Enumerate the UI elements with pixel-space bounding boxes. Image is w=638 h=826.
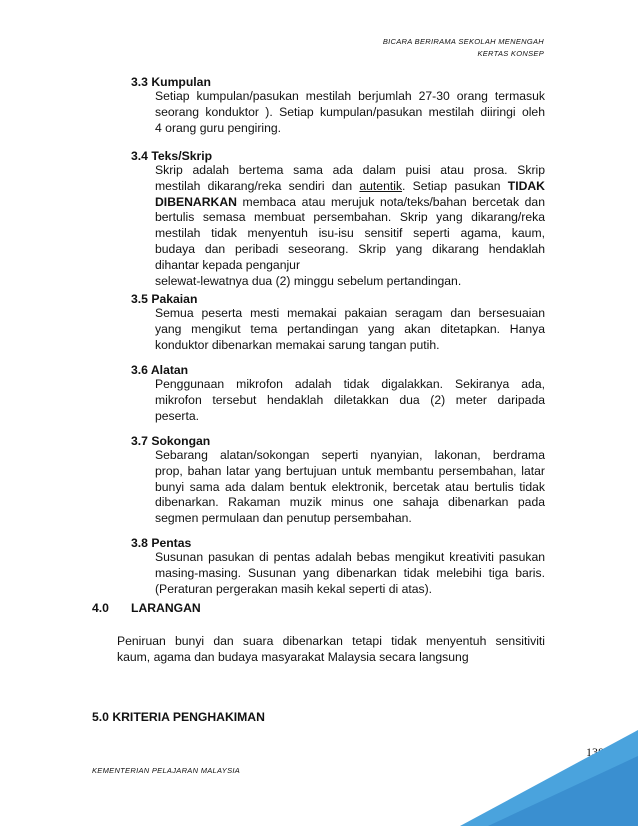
section-3-7-body (155, 448, 545, 527)
running-header (383, 36, 544, 60)
section-3-7-heading: 3.7 Sokongan (131, 434, 211, 448)
section-3-3-line: seorang konduktor ). Setiap kumpulan/pasukan mestilah diiringi oleh (155, 104, 545, 119)
section-3-4-line: budaya dan peribadi seseorang. Skrip yang dikarang hendaklah (155, 241, 545, 256)
section-3-6-line: mikrofon tersebut hendaklah diletakkan dua (2) meter daripada (155, 392, 545, 407)
section-4-0-number: 4.0 (92, 601, 109, 615)
section-3-5-body (155, 306, 545, 353)
section-4-0-line: Peniruan bunyi dan suara dibenarkan tetapi tidak menyentuh sensitiviti (117, 634, 545, 648)
header-subtitle: KERTAS KONSEP (477, 49, 544, 58)
text-run: . Setiap pasukan (402, 178, 508, 193)
bold-word: DIBENARKAN (155, 194, 237, 209)
section-3-5-line: Semua peserta mesti memakai pakaian seragam dan bersesuaian (155, 306, 545, 320)
section-3-7-line: dibenarkan. Rakaman muzik minus one sahaja dibenarkan pada (155, 495, 545, 510)
section-3-4-line (155, 179, 545, 195)
section-3-4-line: selewat-lewatnya dua (2) minggu sebelum pertandingan. (155, 273, 462, 288)
section-4-0-title: LARANGAN (131, 601, 201, 615)
section-3-6-line: Penggunaan mikrofon adalah tidak digalakkan. Sekiranya ada, (155, 377, 545, 391)
section-4-0-line: kaum, agama dan budaya masyarakat Malaysia secara langsung (117, 649, 469, 664)
section-3-6-line: peserta. (155, 408, 200, 423)
section-3-3-line: Setiap kumpulan/pasukan mestilah berjumlah 27-30 orang termasuk (155, 89, 545, 103)
section-3-8-heading: 3.8 Pentas (131, 536, 192, 550)
section-3-4-line (155, 195, 545, 211)
section-3-8-line: masing-masing. Susunan yang dibenarkan tidak melebihi tiga baris. (155, 565, 545, 580)
section-3-7-line: Sebarang alatan/sokongan seperti nyanyian, lakonan, berdrama (155, 448, 545, 462)
section-3-3-body (155, 89, 545, 136)
section-3-8-line: (Peraturan pergerakan masih kekal seperti di atas). (155, 581, 433, 596)
footer-text: KEMENTERIAN PELAJARAN MALAYSIA (92, 766, 241, 775)
section-3-8-line: Susunan pasukan di pentas adalah bebas mengikut kreativiti pasukan (155, 550, 545, 564)
section-3-5-line: konduktor dibenarkan memakai sarung tangan putih. (155, 337, 440, 352)
section-3-4-line: mestilah tidak menyentuh isu-isu sensitif seperti agama, kaum, (155, 226, 545, 241)
section-3-4-line: Skrip adalah bertema sama ada dalam puisi atau prosa. Skrip (155, 163, 545, 177)
section-3-7-line: prop, bahan latar yang bertujuan untuk membantu persembahan, latar (155, 463, 545, 478)
section-3-4-line: bertulis semasa membuat persembahan. Skrip yang dikarang/reka (155, 210, 545, 225)
section-3-5-heading: 3.5 Pakaian (131, 292, 198, 306)
section-3-6-heading: 3.6 Alatan (131, 363, 189, 377)
page-number: 138 (586, 745, 604, 759)
section-3-3-line: 4 orang guru pengiring. (155, 120, 282, 135)
section-4-0-body (117, 634, 545, 666)
section-3-3-heading: 3.3 Kumpulan (131, 75, 211, 89)
section-3-7-line: segmen permulaan dan penutup persembahan. (155, 511, 412, 526)
text-run: mestilah dikarang/reka sendiri dan (155, 178, 360, 193)
header-title: BICARA BERIRAMA SEKOLAH MENENGAH (382, 37, 544, 46)
section-3-7-line: bunyi sama ada dalam bentuk elektronik, bercetak atau bertulis tidak (155, 479, 545, 494)
section-3-4-line: dihantar kepada penganjur (155, 257, 301, 272)
section-3-6-body (155, 377, 545, 424)
section-3-4-heading: 3.4 Teks/Skrip (131, 149, 213, 163)
section-3-4-body (155, 163, 545, 289)
section-3-5-line: yang mengikut tema pertandingan yang akan ditetapkan. Hanya (155, 321, 545, 336)
bold-word: TIDAK (507, 178, 545, 193)
text-run: membaca atau merujuk nota/teks/bahan bercetak dan (236, 194, 545, 209)
underlined-word: autentik (359, 178, 403, 193)
section-3-8-body (155, 550, 545, 597)
corner-decoration-inner (488, 756, 638, 826)
section-5-0-title: 5.0 KRITERIA PENGHAKIMAN (92, 710, 265, 724)
